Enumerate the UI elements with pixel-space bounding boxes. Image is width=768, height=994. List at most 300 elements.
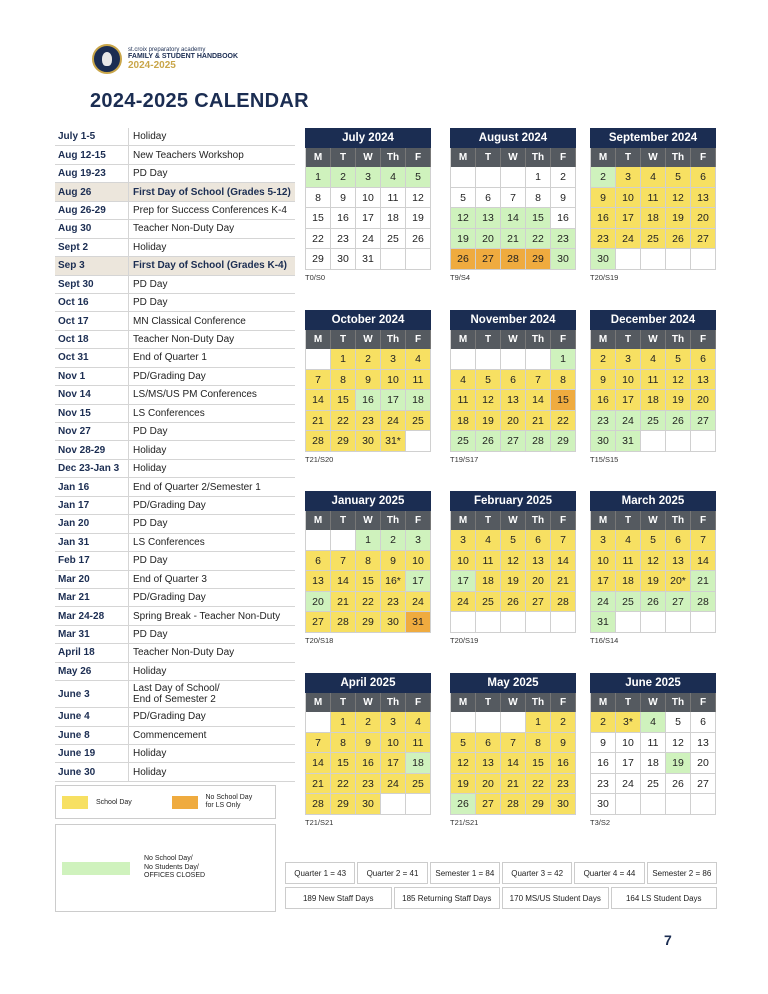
day-cell [476,349,501,370]
day-cell: 27 [526,592,551,613]
day-cell: 17 [381,753,406,774]
day-cell: 16 [331,208,356,229]
event-description: LS Conferences [133,536,205,548]
day-cell [641,794,666,815]
month-day-count: T20/S19 [590,272,619,282]
day-cell: 14 [691,551,716,572]
event-description: PD Day [133,518,168,530]
day-cell: 30 [331,249,356,270]
day-cell [331,530,356,551]
event-date: Mar 31 [55,626,129,643]
month-calendar [305,673,431,827]
day-cell: 24 [616,229,641,250]
weekday-header: F [406,511,431,530]
event-description: Holiday [133,241,167,253]
event-row [55,386,295,404]
event-date: Feb 17 [55,552,129,569]
day-cell: 20 [691,208,716,229]
day-cell: 18 [641,208,666,229]
event-row [55,441,295,459]
month-title: April 2025 [305,673,431,693]
day-cell: 20* [666,571,691,592]
event-row [55,460,295,478]
events-list [55,128,295,782]
day-cell: 13 [526,551,551,572]
month-calendar [450,491,576,645]
day-cell: 24 [381,774,406,795]
day-cell: 29 [331,431,356,452]
month-day-count: T3/S2 [590,817,611,827]
weekday-header: T [331,693,356,712]
day-cell: 11 [641,188,666,209]
day-cell: 15 [306,208,331,229]
day-cell: 12 [666,370,691,391]
day-cell: 1 [551,349,576,370]
handbook-header [92,44,238,74]
day-count-stat: Quarter 3 = 42 [502,862,572,884]
event-row [55,423,295,441]
day-cell: 29 [306,249,331,270]
day-cell: 8 [551,370,576,391]
day-cell: 28 [306,794,331,815]
event-date: Aug 12-15 [55,146,129,163]
event-date: Sep 3 [55,257,129,274]
event-row [55,368,295,386]
day-cell: 1 [331,712,356,733]
day-cell: 30 [591,431,616,452]
day-cell: 4 [641,349,666,370]
legend-bottom [55,824,276,912]
day-cell: 23 [591,411,616,432]
day-cell [551,612,576,633]
day-cell: 27 [691,411,716,432]
weekday-header: Th [666,511,691,530]
day-cell: 23 [551,774,576,795]
weekday-header: T [476,511,501,530]
month-grid [305,693,431,815]
day-cell: 6 [691,712,716,733]
day-cell: 11 [451,390,476,411]
event-description: PD/Grading Day [133,370,206,382]
day-cell: 21 [551,571,576,592]
day-cell: 2 [331,167,356,188]
day-cell: 27 [306,612,331,633]
event-date: June 19 [55,745,129,762]
event-row [55,727,295,745]
day-cell: 18 [406,390,431,411]
event-description: End of Quarter 1 [133,352,207,364]
day-cell: 3 [451,530,476,551]
event-row [55,552,295,570]
day-cell: 12 [451,208,476,229]
event-row [55,745,295,763]
weekday-header: T [476,330,501,349]
legend-school-day [56,796,166,809]
day-count-stat: Quarter 2 = 41 [357,862,427,884]
day-cell: 16 [591,753,616,774]
weekday-header: F [691,330,716,349]
weekday-header: M [451,148,476,167]
legend-ls-only-label: No School Day for LS Only [205,793,253,809]
day-cell: 30 [356,794,381,815]
weekday-header: Th [526,693,551,712]
month-calendar [450,128,576,282]
day-count-stat: Quarter 4 = 44 [574,862,644,884]
month-grid [450,693,576,815]
day-cell: 21 [691,571,716,592]
weekday-header: T [616,330,641,349]
weekday-header: Th [381,330,406,349]
day-cell: 17 [356,208,381,229]
event-row [55,626,295,644]
event-row [55,644,295,662]
event-row [55,497,295,515]
day-cell: 4 [451,370,476,391]
day-cell: 8 [331,733,356,754]
weekday-header: F [691,693,716,712]
event-date: May 26 [55,663,129,680]
weekday-header: Th [526,511,551,530]
weekday-header: F [551,511,576,530]
weekday-header: M [591,693,616,712]
day-cell: 2 [591,167,616,188]
day-cell: 6 [476,188,501,209]
day-cell: 18 [616,571,641,592]
day-cell: 30 [551,249,576,270]
day-cell: 20 [306,592,331,613]
day-cell: 5 [666,349,691,370]
event-date: Aug 30 [55,220,129,237]
weekday-header: M [451,693,476,712]
event-description: Teacher Non-Duty Day [133,223,235,235]
day-cell: 27 [501,431,526,452]
month-calendar [590,491,716,645]
month-title: September 2024 [590,128,716,148]
event-description: Teacher Non-Duty Day [133,647,235,659]
event-description: Last Day of School/ End of Semester 2 [133,683,220,706]
month-calendar [590,673,716,827]
event-description: Spring Break - Teacher Non-Duty [133,610,281,622]
event-date: Jan 17 [55,497,129,514]
day-cell: 20 [691,390,716,411]
event-description: End of Quarter 3 [133,573,207,585]
day-cell: 17 [406,571,431,592]
day-cell: 4 [616,530,641,551]
event-description: PD Day [133,297,168,309]
legend-top [55,785,276,819]
event-description: MN Classical Conference [133,315,246,327]
month-calendar [450,310,576,464]
weekday-header: F [691,148,716,167]
day-cell: 21 [501,774,526,795]
day-count-stat: 189 New Staff Days [285,887,392,909]
day-cell: 26 [666,774,691,795]
day-cell: 5 [666,167,691,188]
day-cell: 17 [451,571,476,592]
weekday-header: Th [381,693,406,712]
event-date: Jan 20 [55,515,129,532]
day-cell: 12 [666,188,691,209]
event-description: PD/Grading Day [133,711,206,723]
month-day-count: T0/S0 [305,272,326,282]
day-cell: 10 [381,370,406,391]
event-description: LS/MS/US PM Conferences [133,389,257,401]
day-cell: 26 [451,249,476,270]
day-cell: 16 [356,753,381,774]
day-cell: 30 [551,794,576,815]
day-cell [451,349,476,370]
day-cell: 6 [476,733,501,754]
day-count-stat: 164 LS Student Days [611,887,718,909]
day-cell: 30 [381,612,406,633]
weekday-header: W [501,148,526,167]
day-cell: 22 [551,411,576,432]
day-cell: 12 [451,753,476,774]
day-cell: 13 [501,390,526,411]
weekday-header: W [356,693,381,712]
weekday-header: T [616,148,641,167]
event-description: PD/Grading Day [133,592,206,604]
weekday-header: M [306,330,331,349]
weekday-header: Th [381,148,406,167]
event-description: End of Quarter 2/Semester 1 [133,481,261,493]
day-cell: 15 [331,390,356,411]
day-cell: 6 [691,167,716,188]
event-date: Aug 19-23 [55,165,129,182]
day-count-stat: Quarter 1 = 43 [285,862,355,884]
day-cell: 5 [666,712,691,733]
day-cell [451,167,476,188]
day-cell: 29 [526,249,551,270]
day-cell: 19 [666,753,691,774]
day-cell: 26 [406,229,431,250]
day-cell: 8 [356,551,381,572]
event-row [55,239,295,257]
event-row [55,202,295,220]
day-cell: 31 [591,612,616,633]
day-cell: 21 [331,592,356,613]
month-calendar [305,128,431,282]
day-cell: 2 [591,349,616,370]
weekday-header: F [406,330,431,349]
event-row [55,146,295,164]
day-cell: 30 [591,249,616,270]
day-cell: 29 [356,612,381,633]
day-cell: 24 [381,411,406,432]
weekday-header: M [451,511,476,530]
day-cell: 7 [551,530,576,551]
month-grid [590,148,716,270]
school-day-swatch [62,796,88,809]
event-row [55,128,295,146]
day-cell: 1 [306,167,331,188]
day-cell: 7 [526,370,551,391]
day-cell: 16* [381,571,406,592]
day-cell: 24 [591,592,616,613]
day-cell: 16 [591,390,616,411]
event-date: Mar 21 [55,589,129,606]
day-cell [641,612,666,633]
day-cell: 27 [476,249,501,270]
day-cell: 19 [666,390,691,411]
day-cell [616,249,641,270]
day-cell [476,612,501,633]
weekday-header: Th [381,511,406,530]
offices-closed-swatch [62,862,130,875]
weekday-header: T [331,148,356,167]
day-cell: 12 [666,733,691,754]
day-cell: 4 [476,530,501,551]
month-day-count: T19/S17 [450,454,479,464]
event-date: Nov 14 [55,386,129,403]
weekday-header: W [641,693,666,712]
day-cell: 9 [591,188,616,209]
weekday-header: W [356,511,381,530]
day-cell: 19 [406,208,431,229]
day-cell: 3 [406,530,431,551]
month-day-count: T21/S20 [305,454,334,464]
day-cell: 13 [666,551,691,572]
day-cell [501,167,526,188]
event-date: Nov 15 [55,405,129,422]
handbook-name: FAMILY & STUDENT HANDBOOK [128,53,239,61]
day-cell: 13 [476,208,501,229]
day-cell: 22 [331,774,356,795]
day-cell [406,249,431,270]
day-cell: 24 [406,592,431,613]
weekday-header: W [501,693,526,712]
day-cell: 25 [476,592,501,613]
day-cell: 22 [331,411,356,432]
day-cell: 12 [406,188,431,209]
day-cell: 14 [501,208,526,229]
event-description: LS Conferences [133,407,205,419]
day-cell: 5 [476,370,501,391]
month-calendar [305,310,431,464]
event-description: Teacher Non-Duty Day [133,334,235,346]
day-cell: 30 [591,794,616,815]
day-count-summary [285,862,717,912]
day-cell: 13 [306,571,331,592]
day-cell: 9 [591,733,616,754]
day-cell: 19 [451,774,476,795]
day-cell: 20 [476,774,501,795]
day-cell: 21 [306,774,331,795]
day-cell: 9 [331,188,356,209]
event-date: June 3 [55,681,129,707]
month-title: January 2025 [305,491,431,511]
day-cell [451,712,476,733]
event-description: PD/Grading Day [133,499,206,511]
month-title: June 2025 [590,673,716,693]
day-cell: 9 [356,733,381,754]
day-cell: 29 [331,794,356,815]
day-cell [641,431,666,452]
day-cell: 11 [381,188,406,209]
day-cell: 6 [666,530,691,551]
event-description: Holiday [133,444,167,456]
event-row [55,312,295,330]
day-cell: 3* [616,712,641,733]
month-title: May 2025 [450,673,576,693]
event-description: Commencement [133,729,207,741]
weekday-header: Th [666,330,691,349]
day-cell: 27 [691,229,716,250]
day-cell: 23 [591,774,616,795]
event-description: PD Day [133,168,168,180]
day-cell: 23 [331,229,356,250]
day-cell: 26 [451,794,476,815]
month-calendar [450,673,576,827]
day-cell: 19 [451,229,476,250]
month-grid [590,693,716,815]
day-cell: 10 [591,551,616,572]
day-cell: 12 [641,551,666,572]
event-date: June 4 [55,708,129,725]
weekday-header: W [641,148,666,167]
event-date: Sept 30 [55,276,129,293]
day-cell: 14 [551,551,576,572]
event-row [55,294,295,312]
day-cell: 25 [406,774,431,795]
day-cell [526,349,551,370]
event-date: Aug 26 [55,183,129,200]
month-calendar [305,491,431,645]
day-cell: 15 [526,208,551,229]
day-cell: 22 [306,229,331,250]
day-cell: 3 [616,349,641,370]
day-cell: 15 [356,571,381,592]
day-cell: 20 [501,411,526,432]
day-cell [691,794,716,815]
legend-school-day-label: School Day [96,798,132,806]
day-cell: 14 [306,753,331,774]
month-grid [590,511,716,633]
weekday-header: F [551,148,576,167]
day-count-stat: 185 Returning Staff Days [394,887,501,909]
day-cell: 25 [641,411,666,432]
day-cell: 5 [406,167,431,188]
event-date: July 1-5 [55,128,129,145]
page-number: 7 [664,932,672,948]
day-cell: 26 [641,592,666,613]
event-date: Jan 16 [55,478,129,495]
month-day-count: T16/S14 [590,635,619,645]
event-description: Holiday [133,131,167,143]
day-cell [406,794,431,815]
day-cell: 23 [356,774,381,795]
day-cell: 6 [501,370,526,391]
day-cell: 11 [406,733,431,754]
day-cell: 1 [526,167,551,188]
day-cell: 31* [381,431,406,452]
event-description: First Day of School (Grades K-4) [133,260,287,272]
day-cell: 27 [691,774,716,795]
day-cell: 23 [591,229,616,250]
day-cell: 10 [616,733,641,754]
day-cell: 14 [501,753,526,774]
day-cell: 6 [526,530,551,551]
day-cell: 11 [616,551,641,572]
day-cell: 19 [641,571,666,592]
day-cell: 11 [406,370,431,391]
day-cell: 8 [526,733,551,754]
day-cell [406,431,431,452]
day-cell: 17 [616,753,641,774]
weekday-header: W [501,511,526,530]
event-date: Nov 1 [55,368,129,385]
day-cell: 7 [306,733,331,754]
